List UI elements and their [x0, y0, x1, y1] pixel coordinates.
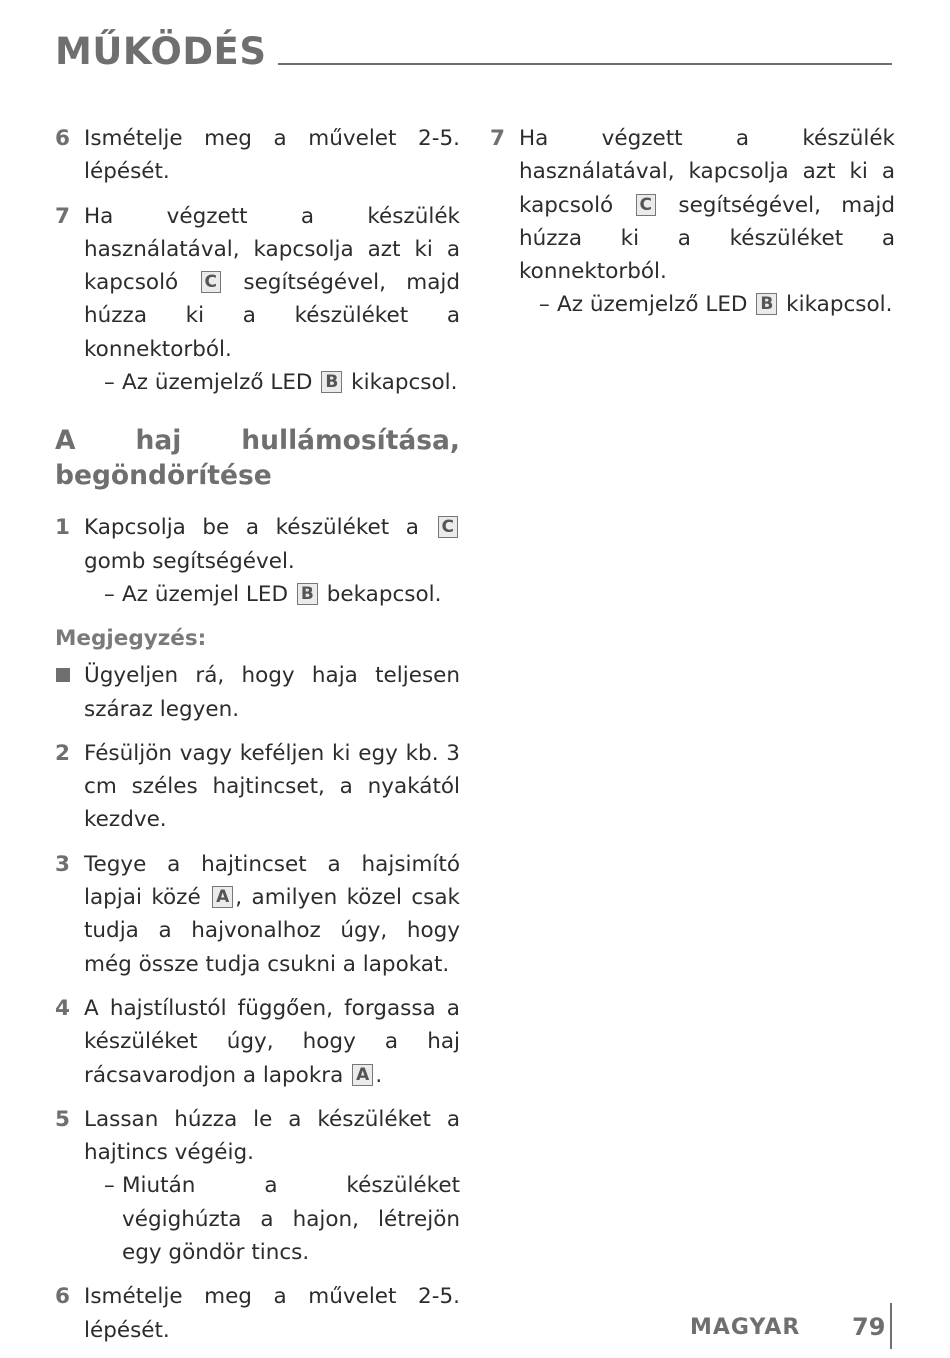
subitem-text: Az üzemjelző LED: [557, 292, 748, 318]
step-item: [55, 737, 460, 837]
step-number: 6: [55, 1284, 70, 1310]
step-item: [55, 122, 460, 189]
key-label-a: A: [212, 886, 233, 908]
page-header: [55, 30, 892, 80]
step-item: [55, 848, 460, 981]
step-item: [490, 122, 895, 322]
subitem-text: bekapcsol.: [326, 581, 442, 607]
key-label-c: C: [201, 271, 221, 293]
step-item: [55, 992, 460, 1092]
step-number: 2: [55, 740, 70, 766]
step-text: Lassan húzza le a készüléket a hajtincs végéig.: [84, 1106, 460, 1166]
step-subitem: [519, 288, 895, 321]
key-label-a: A: [352, 1064, 373, 1086]
step-text-part: .: [375, 1062, 383, 1088]
step-text: [84, 511, 460, 578]
step-text: [84, 992, 460, 1092]
header-rule: [260, 63, 892, 65]
step-number: 1: [55, 515, 70, 541]
step-item: [55, 1103, 460, 1269]
step-item: [55, 1280, 460, 1347]
step-text-part: segítségével, majd húzza ki a készüléket a konnektorból.: [84, 270, 460, 362]
step-text-part: segítségével, majd húzza ki a készüléket a konnektorból.: [519, 192, 895, 285]
subitem-text: kikapcsol.: [351, 370, 458, 396]
key-label-b: B: [297, 583, 318, 605]
key-label-c: C: [438, 516, 458, 538]
step-number: 4: [55, 995, 70, 1021]
page-title: MŰKÖDÉS: [55, 30, 278, 73]
dash-marker: –: [104, 370, 115, 396]
left-column: [55, 122, 460, 1358]
step-subitem: [84, 578, 460, 611]
step-text-part: Ha végzett a készülék használatával, kapcsolja azt ki a kapcsoló: [519, 126, 895, 218]
step-text: [519, 122, 895, 288]
square-bullet-icon: [56, 668, 70, 682]
step-number: 5: [55, 1106, 70, 1132]
step-text-part: , amilyen közel csak tudja a hajvonalhoz úgy, hogy még össze tudja csukni a lapokat.: [84, 885, 461, 977]
footer-language: MAGYAR: [690, 1315, 801, 1340]
section-heading: A haj hullámosítása, begöndörítése: [55, 425, 460, 492]
step-number: 7: [490, 126, 505, 151]
subitem-text: Az üzemjel LED: [122, 581, 289, 607]
step-text: Ismételje meg a művelet 2-5. lépését.: [84, 1284, 460, 1343]
step-text-part: Ha végzett a készülék használatával, kapcsolja azt ki a kapcsoló: [84, 203, 460, 296]
step-text: Ismételje meg a művelet 2-5. lépését.: [84, 126, 460, 185]
key-label-c: C: [636, 194, 656, 216]
dash-marker: –: [104, 581, 115, 607]
subitem-text: Az üzemjelző LED: [122, 370, 313, 396]
subitem-text: Miután a készüléket végighúzta a hajon, létrejön egy göndör tincs.: [122, 1173, 460, 1266]
dash-marker: –: [104, 1173, 115, 1199]
step-number: 3: [55, 851, 70, 877]
step-text: Fésüljön vagy keféljen ki egy kb. 3 cm széles hajtincset, a nyakától kezdve.: [84, 740, 460, 833]
note-heading: Megjegyzés:: [55, 626, 207, 652]
note-text: Ügyeljen rá, hogy haja teljesen száraz legyen.: [84, 663, 460, 722]
step-item: [55, 511, 460, 611]
step-text: [84, 848, 460, 981]
step-text-part: Kapcsolja be a készüléket a: [84, 515, 419, 541]
step-number: 7: [55, 203, 70, 229]
key-label-b: B: [321, 371, 342, 393]
step-item: [55, 200, 460, 400]
note-bullet-item: [55, 659, 460, 726]
page-number: 79: [852, 1313, 886, 1341]
step-text: [84, 200, 460, 366]
footer-rule: [890, 1303, 892, 1349]
dash-marker: –: [539, 292, 550, 318]
step-text-part: Tegye a hajtincset a hajsimító lapjai közé: [84, 851, 460, 911]
step-number: 6: [55, 126, 70, 151]
step-text-part: gomb segítségével.: [84, 548, 295, 574]
step-text-part: A hajstílustól függően, forgassa a készüléket úgy, hogy a haj rácsavarodjon a lapokra: [84, 995, 460, 1088]
step-subitem: [84, 1169, 460, 1269]
subitem-text: kikapcsol.: [786, 292, 893, 318]
right-column: [490, 122, 895, 333]
key-label-b: B: [756, 293, 777, 315]
step-subitem: [84, 366, 460, 399]
